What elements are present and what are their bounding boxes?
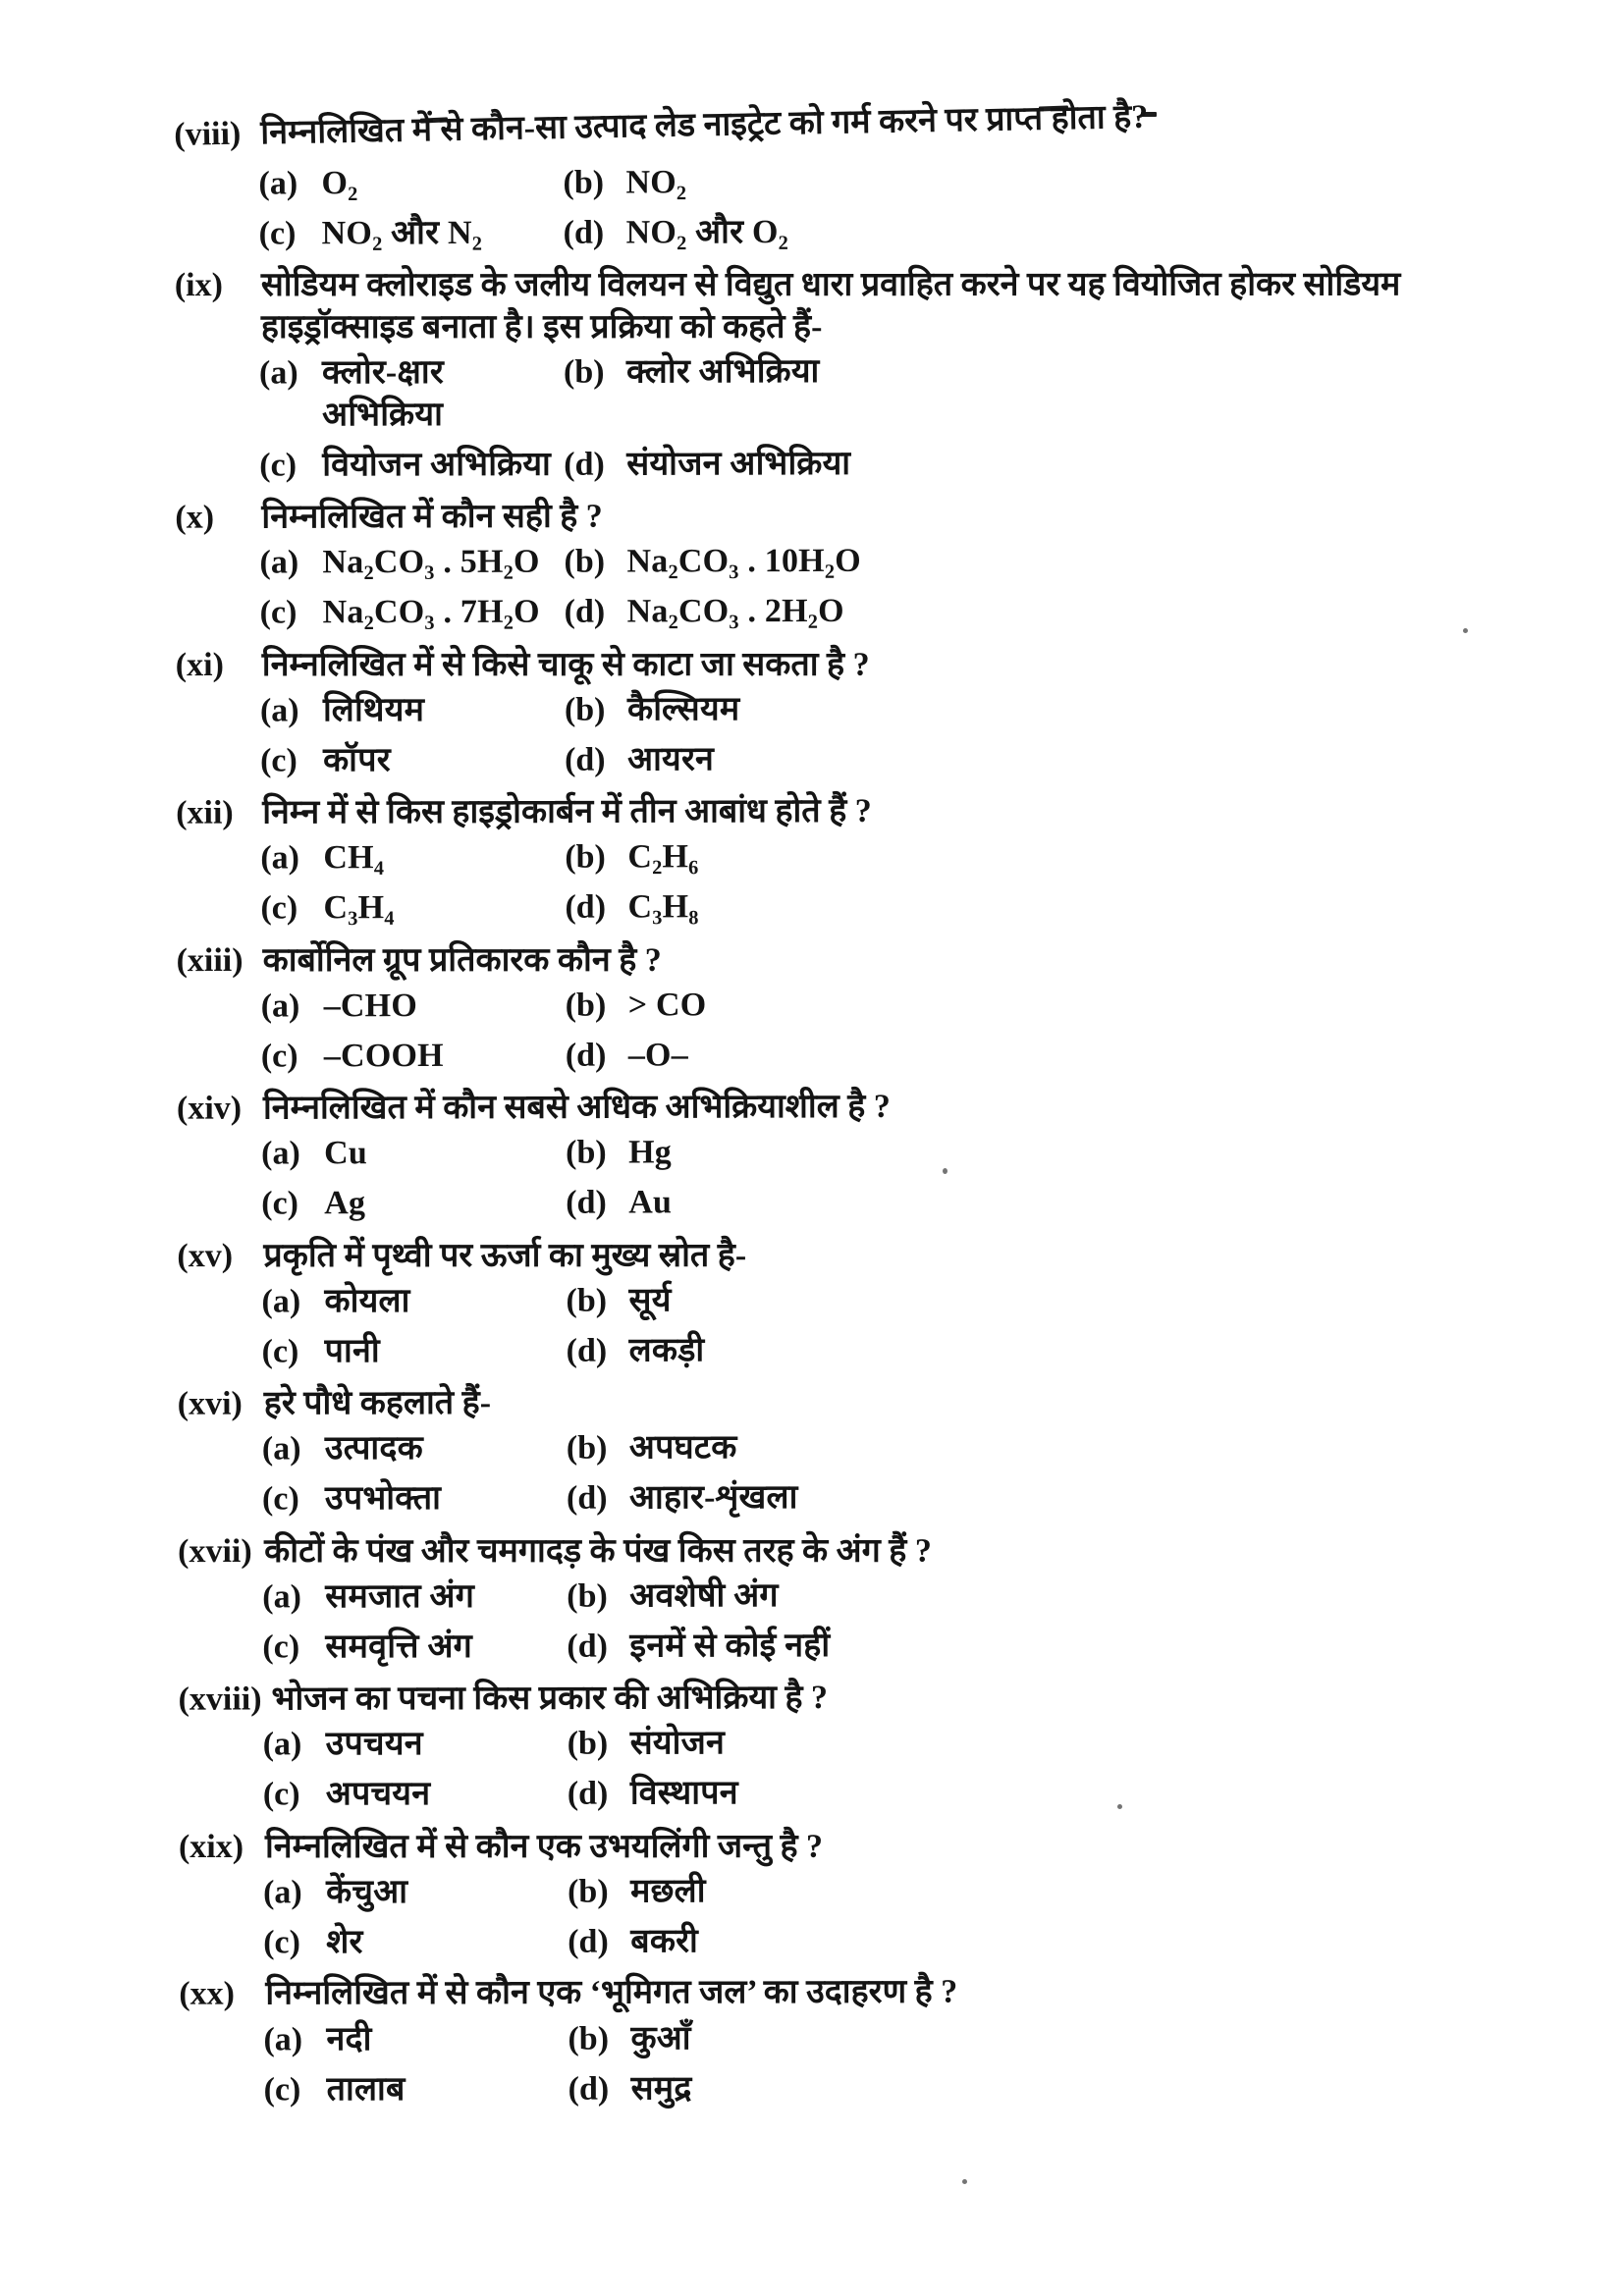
option-b xyxy=(564,349,1622,436)
option-key: (a) xyxy=(259,692,299,729)
question-text: निम्न में से किस हाइड्रोकार्बन में तीन आबांध होते हैं ? xyxy=(262,792,872,831)
option-key: (c) xyxy=(259,447,298,484)
option-text: समवृत्ति अंग xyxy=(325,1628,473,1665)
option-d xyxy=(566,1180,1624,1225)
question-viii xyxy=(0,98,1622,256)
option-text: C₂H₆ xyxy=(627,838,699,876)
option-key: (d) xyxy=(568,2070,610,2108)
option-b xyxy=(563,160,1621,205)
option-d xyxy=(564,442,1622,487)
option-d xyxy=(565,884,1623,930)
question-x xyxy=(0,493,1623,635)
option-text: आयरन xyxy=(626,741,715,778)
option-d xyxy=(568,1918,1624,1963)
option-text: Na₂CO₃ . 2H₂O xyxy=(626,593,844,630)
option-a xyxy=(262,1428,567,1471)
question-number: (xvii) xyxy=(178,1533,252,1571)
option-key: (c) xyxy=(262,1629,300,1666)
option-c xyxy=(259,444,564,487)
option-a xyxy=(263,1871,568,1914)
option-text: केंचुआ xyxy=(326,1873,408,1911)
option-key: (a) xyxy=(258,354,298,392)
option-text: बकरी xyxy=(630,1922,699,1960)
option-text: उत्पादक xyxy=(324,1430,424,1468)
option-b xyxy=(568,2016,1624,2061)
option-text: लिथियम xyxy=(322,691,425,729)
question-text: सोडियम क्लोराइड के जलीय विलयन से विद्युत धारा प्रवाहित करने पर यह वियोजित होकर सोडियम हाइड्रॉक्साइड बनाता है। इस प्रक्रिया को कहते हैं- xyxy=(260,266,1401,347)
option-text: C₃H₈ xyxy=(627,888,699,926)
option-c xyxy=(260,739,565,782)
option-b xyxy=(565,687,1623,732)
option-key: (b) xyxy=(563,353,605,391)
option-a xyxy=(260,837,565,881)
option-key: (b) xyxy=(565,838,606,877)
option-text: आहार-शृंखला xyxy=(628,1479,798,1517)
option-key: (b) xyxy=(567,1725,609,1762)
question-number: (xv) xyxy=(177,1238,234,1275)
option-key: (a) xyxy=(260,839,300,877)
option-text: NO₂ और N₂ xyxy=(321,214,483,251)
option-key: (c) xyxy=(258,215,297,252)
question-text: कीटों के पंख और चमगादड़ के पंख किस तरह के अंग हैं ? xyxy=(264,1532,932,1571)
option-text: –O– xyxy=(627,1037,688,1074)
option-text: शेर xyxy=(326,1923,363,1960)
option-key: (d) xyxy=(563,214,605,251)
option-key: (b) xyxy=(566,1429,608,1468)
option-d xyxy=(568,1771,1624,1816)
question-number: (xx) xyxy=(179,1976,236,2013)
option-text: क्लोर-क्षार अभिक्रिया xyxy=(321,354,444,434)
option-b xyxy=(565,834,1623,880)
option-c xyxy=(262,1478,567,1522)
option-a xyxy=(263,2019,568,2062)
option-key: (d) xyxy=(568,1923,609,1960)
option-text: कैल्सियम xyxy=(626,691,740,728)
option-text: CH₄ xyxy=(323,839,385,877)
option-key: (a) xyxy=(259,544,299,581)
option-key: (d) xyxy=(566,1479,608,1517)
option-c xyxy=(259,212,564,255)
question-ix xyxy=(0,261,1622,487)
option-b xyxy=(564,539,1622,584)
question-xiv xyxy=(0,1084,1624,1226)
question-text: निम्नलिखित में से कौन एक उभयलिंगी जन्तु है ? xyxy=(264,1828,824,1866)
option-key: (b) xyxy=(564,691,606,728)
option-key: (d) xyxy=(564,593,606,630)
question-xi xyxy=(0,641,1623,783)
option-text: NO₂ और O₂ xyxy=(625,213,789,251)
option-text: वियोजन अभिक्रिया xyxy=(322,446,552,484)
question-text: प्रकृति में पृथ्वी पर ऊर्जा का मुख्य स्रोत है- xyxy=(263,1237,747,1275)
option-d xyxy=(567,1624,1624,1669)
question-xviii xyxy=(1,1675,1624,1817)
option-d xyxy=(568,2066,1624,2111)
option-key: (b) xyxy=(568,1873,609,1910)
option-text: अपघटक xyxy=(628,1429,737,1467)
option-text: O₂ xyxy=(321,165,358,202)
option-key: (b) xyxy=(568,2020,610,2057)
option-d xyxy=(566,1033,1624,1078)
question-text: कार्बोनिल ग्रूप प्रतिकारक कौन है ? xyxy=(262,941,662,980)
option-c xyxy=(261,1035,566,1078)
option-key: (d) xyxy=(567,1628,609,1665)
option-text: उपभोक्ता xyxy=(324,1480,442,1518)
option-text: कोयला xyxy=(324,1282,410,1320)
option-text: Au xyxy=(628,1184,673,1221)
question-xvii xyxy=(1,1527,1624,1670)
option-text: तालाब xyxy=(326,2071,406,2109)
question-number: (viii) xyxy=(174,115,242,153)
option-d xyxy=(564,209,1622,254)
option-d xyxy=(565,737,1623,782)
option-a xyxy=(261,986,566,1029)
option-b xyxy=(566,1278,1624,1323)
option-key: (d) xyxy=(564,741,606,778)
option-b xyxy=(568,1869,1624,1914)
option-text: समुद्र xyxy=(630,2070,692,2108)
question-xv xyxy=(0,1232,1624,1374)
option-key: (c) xyxy=(261,1185,299,1222)
option-text: Cu xyxy=(324,1135,368,1172)
option-key: (d) xyxy=(566,1332,608,1369)
option-text: –CHO xyxy=(323,987,417,1025)
option-key: (c) xyxy=(261,1480,299,1518)
question-xii xyxy=(0,788,1623,931)
question-list xyxy=(0,98,1624,2122)
option-text: अवशेषी अंग xyxy=(629,1576,779,1615)
question-xx xyxy=(2,1970,1624,2112)
question-xiii xyxy=(0,936,1624,1079)
option-key: (a) xyxy=(262,1578,301,1616)
option-a xyxy=(261,1281,566,1324)
question-xix xyxy=(2,1823,1624,1965)
option-key: (c) xyxy=(261,1333,299,1370)
question-text: भोजन का पचना किस प्रकार की अभिक्रिया है ? xyxy=(271,1679,829,1717)
option-key: (c) xyxy=(262,1776,300,1813)
option-text: अपचयन xyxy=(325,1776,431,1813)
scan-artifact xyxy=(962,2179,967,2184)
question-text: निम्नलिखित में से कौन एक ‘भूमिगत जल’ का उदाहरण है ? xyxy=(265,1974,958,2012)
option-key: (a) xyxy=(258,165,298,202)
question-number: (xiv) xyxy=(176,1090,243,1127)
option-key: (d) xyxy=(566,1184,607,1221)
option-key: (b) xyxy=(567,1577,608,1615)
option-text: मछली xyxy=(630,1873,706,1910)
option-key: (a) xyxy=(260,988,300,1025)
option-key: (d) xyxy=(567,1775,609,1812)
option-text: संयोजन अभिक्रिया xyxy=(626,445,851,483)
option-key: (b) xyxy=(563,164,605,201)
option-b xyxy=(566,1130,1624,1175)
option-key: (d) xyxy=(565,888,607,926)
option-text: कुआँ xyxy=(630,2020,691,2057)
option-c xyxy=(264,2069,568,2112)
option-c xyxy=(262,1330,567,1373)
option-b xyxy=(568,1721,1624,1766)
option-text: NO₂ xyxy=(625,164,687,201)
option-a xyxy=(262,1575,567,1619)
question-number: (xi) xyxy=(175,647,224,684)
option-text: Hg xyxy=(628,1134,672,1171)
question-text: निम्नलिखित में कौन सही है ? xyxy=(261,498,603,536)
option-b xyxy=(567,1425,1624,1470)
option-c xyxy=(260,592,565,635)
question-text: निम्नलिखित में कौन सबसे अधिक अभिक्रियाशील है ? xyxy=(262,1088,891,1127)
option-key: (c) xyxy=(263,2071,301,2109)
option-text: समजात अंग xyxy=(325,1577,475,1616)
option-a xyxy=(259,352,564,437)
option-text: Na₂CO₃ . 10H₂O xyxy=(626,543,861,580)
question-text: निम्नलिखित में से किसे चाकू से काटा जा सकता है ? xyxy=(261,646,870,684)
question-number: (xvi) xyxy=(177,1385,243,1422)
option-c xyxy=(262,1626,567,1669)
option-key: (a) xyxy=(262,1726,302,1763)
option-key: (d) xyxy=(564,446,605,483)
option-text: लकड़ी xyxy=(628,1331,705,1369)
option-b xyxy=(567,1574,1624,1619)
option-d xyxy=(565,589,1623,634)
option-text: संयोजन xyxy=(629,1725,726,1762)
option-key: (c) xyxy=(260,889,298,927)
option-text: > CO xyxy=(627,987,707,1024)
option-key: (b) xyxy=(565,987,607,1024)
option-a xyxy=(261,1133,566,1176)
option-c xyxy=(263,1921,568,1964)
question-number: (ix) xyxy=(174,267,223,304)
option-key: (b) xyxy=(566,1134,607,1172)
option-a xyxy=(259,542,564,585)
option-key: (b) xyxy=(566,1282,608,1319)
option-key: (d) xyxy=(565,1037,607,1074)
option-text: पानी xyxy=(324,1332,380,1370)
option-key: (a) xyxy=(263,2021,303,2058)
option-key: (a) xyxy=(261,1283,301,1320)
option-text: सूर्य xyxy=(628,1282,672,1319)
option-d xyxy=(567,1328,1624,1373)
option-key: (a) xyxy=(261,1135,300,1172)
option-text: नदी xyxy=(326,2021,372,2058)
option-key: (b) xyxy=(564,544,606,581)
option-text: क्लोर अभिक्रिया xyxy=(625,353,820,391)
option-text: विस्थापन xyxy=(629,1775,738,1812)
option-key: (c) xyxy=(259,742,298,779)
option-text: इनमें से कोई नहीं xyxy=(629,1627,831,1665)
option-key: (a) xyxy=(263,1874,302,1911)
option-key: (c) xyxy=(263,1924,300,1961)
option-d xyxy=(567,1475,1624,1521)
question-text: हरे पौधे कहलाते हैं- xyxy=(263,1384,492,1421)
option-b xyxy=(566,983,1624,1028)
option-text: कॉपर xyxy=(322,741,391,779)
option-text: –COOH xyxy=(323,1037,444,1075)
question-number: (xii) xyxy=(176,794,234,831)
option-text: Na₂CO₃ . 7H₂O xyxy=(322,594,540,631)
option-a xyxy=(260,690,565,733)
option-key: (a) xyxy=(261,1430,301,1468)
option-key: (c) xyxy=(260,1038,298,1075)
question-number: (x) xyxy=(175,499,215,536)
option-key: (c) xyxy=(259,594,298,631)
question-text: निम्नलिखित में से कौन-सा उत्पाद लेड नाइट्रेट को गर्म करने पर प्राप्त होता है? xyxy=(259,98,1149,152)
question-number: (xiii) xyxy=(176,942,244,980)
option-a xyxy=(263,1724,568,1767)
option-text: Na₂CO₃ . 5H₂O xyxy=(322,544,540,581)
option-c xyxy=(261,1183,566,1226)
question-xvi xyxy=(1,1379,1624,1522)
option-c xyxy=(263,1774,568,1817)
option-text: Ag xyxy=(324,1185,366,1222)
question-number: (xviii) xyxy=(178,1680,262,1718)
option-text: उपचयन xyxy=(325,1726,423,1763)
option-text: C₃H₄ xyxy=(323,889,395,927)
option-a xyxy=(258,162,563,205)
question-number: (xix) xyxy=(178,1829,244,1866)
option-c xyxy=(260,887,565,931)
